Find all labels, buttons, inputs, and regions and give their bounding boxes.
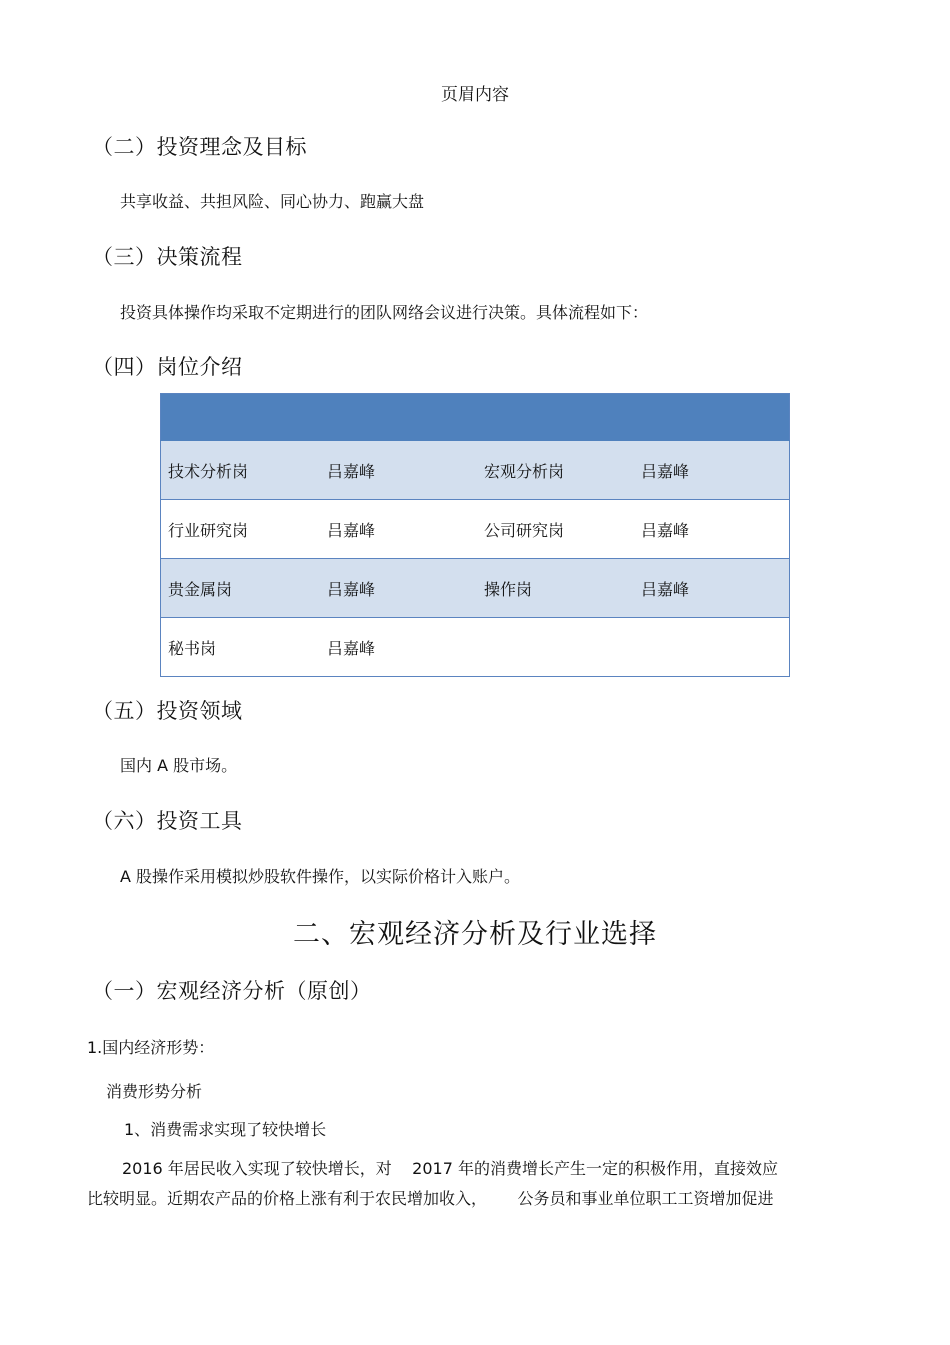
role-name-cell: 贵金属岗 xyxy=(161,559,321,618)
role-person-cell: 吕嘉峰 xyxy=(320,500,477,559)
role-name-cell xyxy=(477,618,634,677)
roles-table-header-cell xyxy=(477,394,634,441)
table-row xyxy=(161,441,790,500)
section-title-decision: （三）决策流程 xyxy=(92,245,243,269)
table-row xyxy=(161,559,790,618)
page-header: 页眉内容 xyxy=(441,85,509,105)
role-person-cell: 吕嘉峰 xyxy=(634,559,790,618)
role-name-cell: 公司研究岗 xyxy=(477,500,634,559)
role-person-cell xyxy=(634,618,790,677)
subsection-title-macro: （一）宏观经济分析（原创） xyxy=(92,979,372,1003)
section-body-decision: 投资具体操作均采取不定期进行的团队网络会议进行决策。具体流程如下： xyxy=(120,303,649,322)
role-person-cell: 吕嘉峰 xyxy=(320,618,477,677)
role-name-cell: 行业研究岗 xyxy=(161,500,321,559)
paragraph-line-1: 2016 年居民收入实现了较快增长，对 2017 年的消费增长产生一定的积极作用，直接效应 xyxy=(122,1159,778,1178)
section-body-tools: A 股操作采用模拟炒股软件操作，以实际价格计入账户。 xyxy=(120,867,521,886)
section-body-domain: 国内 A 股市场。 xyxy=(120,756,238,775)
item-domestic-economy: 1.国内经济形势： xyxy=(87,1038,215,1057)
role-name-cell: 宏观分析岗 xyxy=(477,441,634,500)
section-title-philosophy: （二）投资理念及目标 xyxy=(92,135,307,159)
role-person-cell: 吕嘉峰 xyxy=(320,441,477,500)
role-person-cell: 吕嘉峰 xyxy=(320,559,477,618)
section-title-tools: （六）投资工具 xyxy=(92,809,243,833)
table-row xyxy=(161,618,790,677)
roles-table-header-cell xyxy=(634,394,790,441)
roles-table-header-row xyxy=(161,394,790,441)
sub-item-consumption: 消费形势分析 xyxy=(106,1082,203,1101)
role-person-cell: 吕嘉峰 xyxy=(634,500,790,559)
role-name-cell: 操作岗 xyxy=(477,559,634,618)
paragraph-line-2: 比较明显。近期农产品的价格上涨有利于农民增加收入， 公务员和事业单位职工工资增加促进 xyxy=(87,1189,774,1208)
roles-table-header-cell xyxy=(320,394,477,441)
section-title-roles: （四）岗位介绍 xyxy=(92,355,243,379)
section-body-philosophy: 共享收益、共担风险、同心协力、跑赢大盘 xyxy=(120,192,425,211)
roles-table xyxy=(160,393,790,677)
section-title-domain: （五）投资领域 xyxy=(92,699,243,723)
table-row xyxy=(161,500,790,559)
role-person-cell: 吕嘉峰 xyxy=(634,441,790,500)
role-name-cell: 技术分析岗 xyxy=(161,441,321,500)
point-consumption-growth: 1、消费需求实现了较快增长 xyxy=(124,1120,327,1139)
role-name-cell: 秘书岗 xyxy=(161,618,321,677)
roles-table-header-cell xyxy=(161,394,321,441)
chapter-title: 二、宏观经济分析及行业选择 xyxy=(293,919,657,950)
